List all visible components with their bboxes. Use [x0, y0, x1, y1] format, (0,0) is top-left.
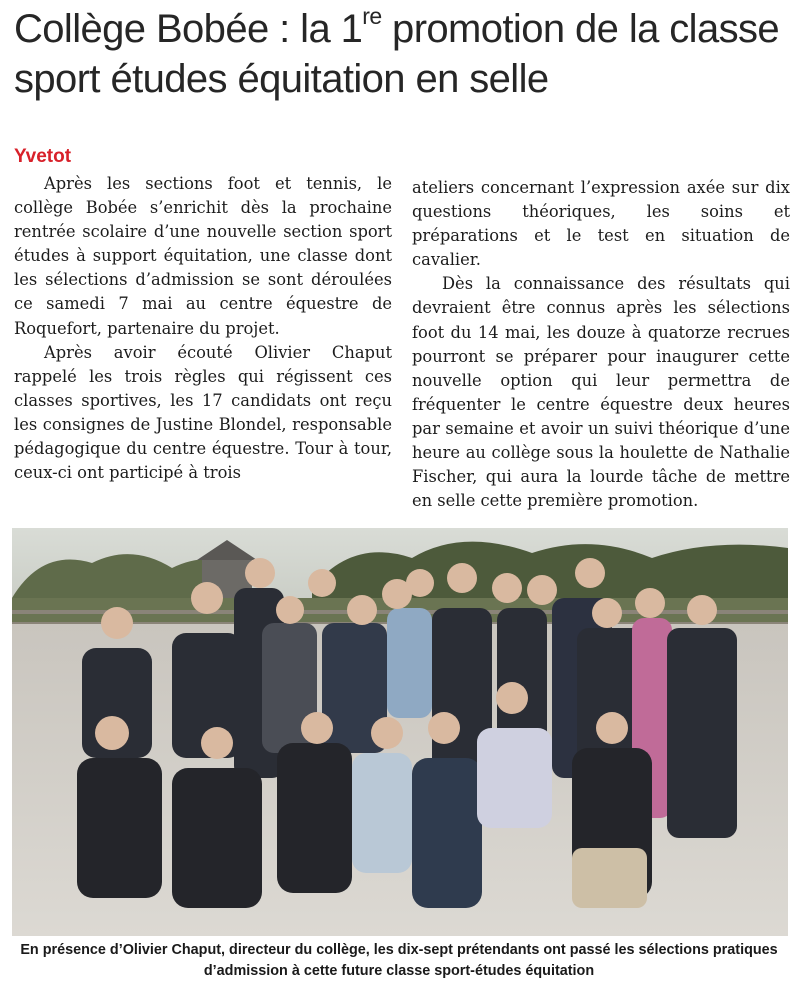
article-paragraph: Après les sections foot et tennis, le collège Bobée s’enrichit dès la prochaine rentrée scolaire d’une nouvelle section sport études à support équitation, une classe dont les sélections d’admission se sont déroulées ce samedi 7 mai au centre équestre de Roquefort, partenaire du projet.	[14, 174, 392, 338]
photo-caption: En présence d’Olivier Chaput, directeur du collège, les dix-sept prétendants ont passé les sélections pratiques d’admission à cette future classe sport-études équitation	[20, 942, 778, 979]
article-paragraph: Dès la connaissance des résultats qui devraient être connus après les sélections foot du 14 mai, les douze à quatorze recrues pourront se préparer pour inaugurer cette nouvelle option qui leur permettra de fréquenter le centre équestre deux heures par semaine et avoir un suivi théorique d’une heure au collège sous la houlette de Nathalie Fischer, qui aura la lourde tâche de mettre en selle cette première promotion.	[412, 274, 790, 511]
article-paragraph: Après avoir écouté Olivier Chaput rappelé les trois règles qui régissent ces classes sportives, les 17 candidats ont reçu les consignes de Justine Blondel, responsable pédagogique du centre équestre. Tour à tour, ceux-ci ont participé à trois	[14, 342, 392, 483]
article-column-right	[412, 176, 790, 513]
headline-superscript: re	[362, 2, 382, 29]
headline-text-start: Collège Bobée : la 1	[14, 7, 363, 51]
group-photo-illustration	[12, 528, 788, 936]
headline-text-end: promotion de la classe sport études équitation en selle	[14, 7, 780, 101]
article-column-left	[14, 172, 392, 485]
article-paragraph: ateliers concernant l’expression axée sur dix questions théoriques, les soins et préparations et le test en situation de cavalier.	[412, 178, 790, 270]
dateline: Yvetot	[14, 146, 72, 167]
group-photo	[12, 528, 788, 936]
article-headline	[14, 4, 789, 104]
